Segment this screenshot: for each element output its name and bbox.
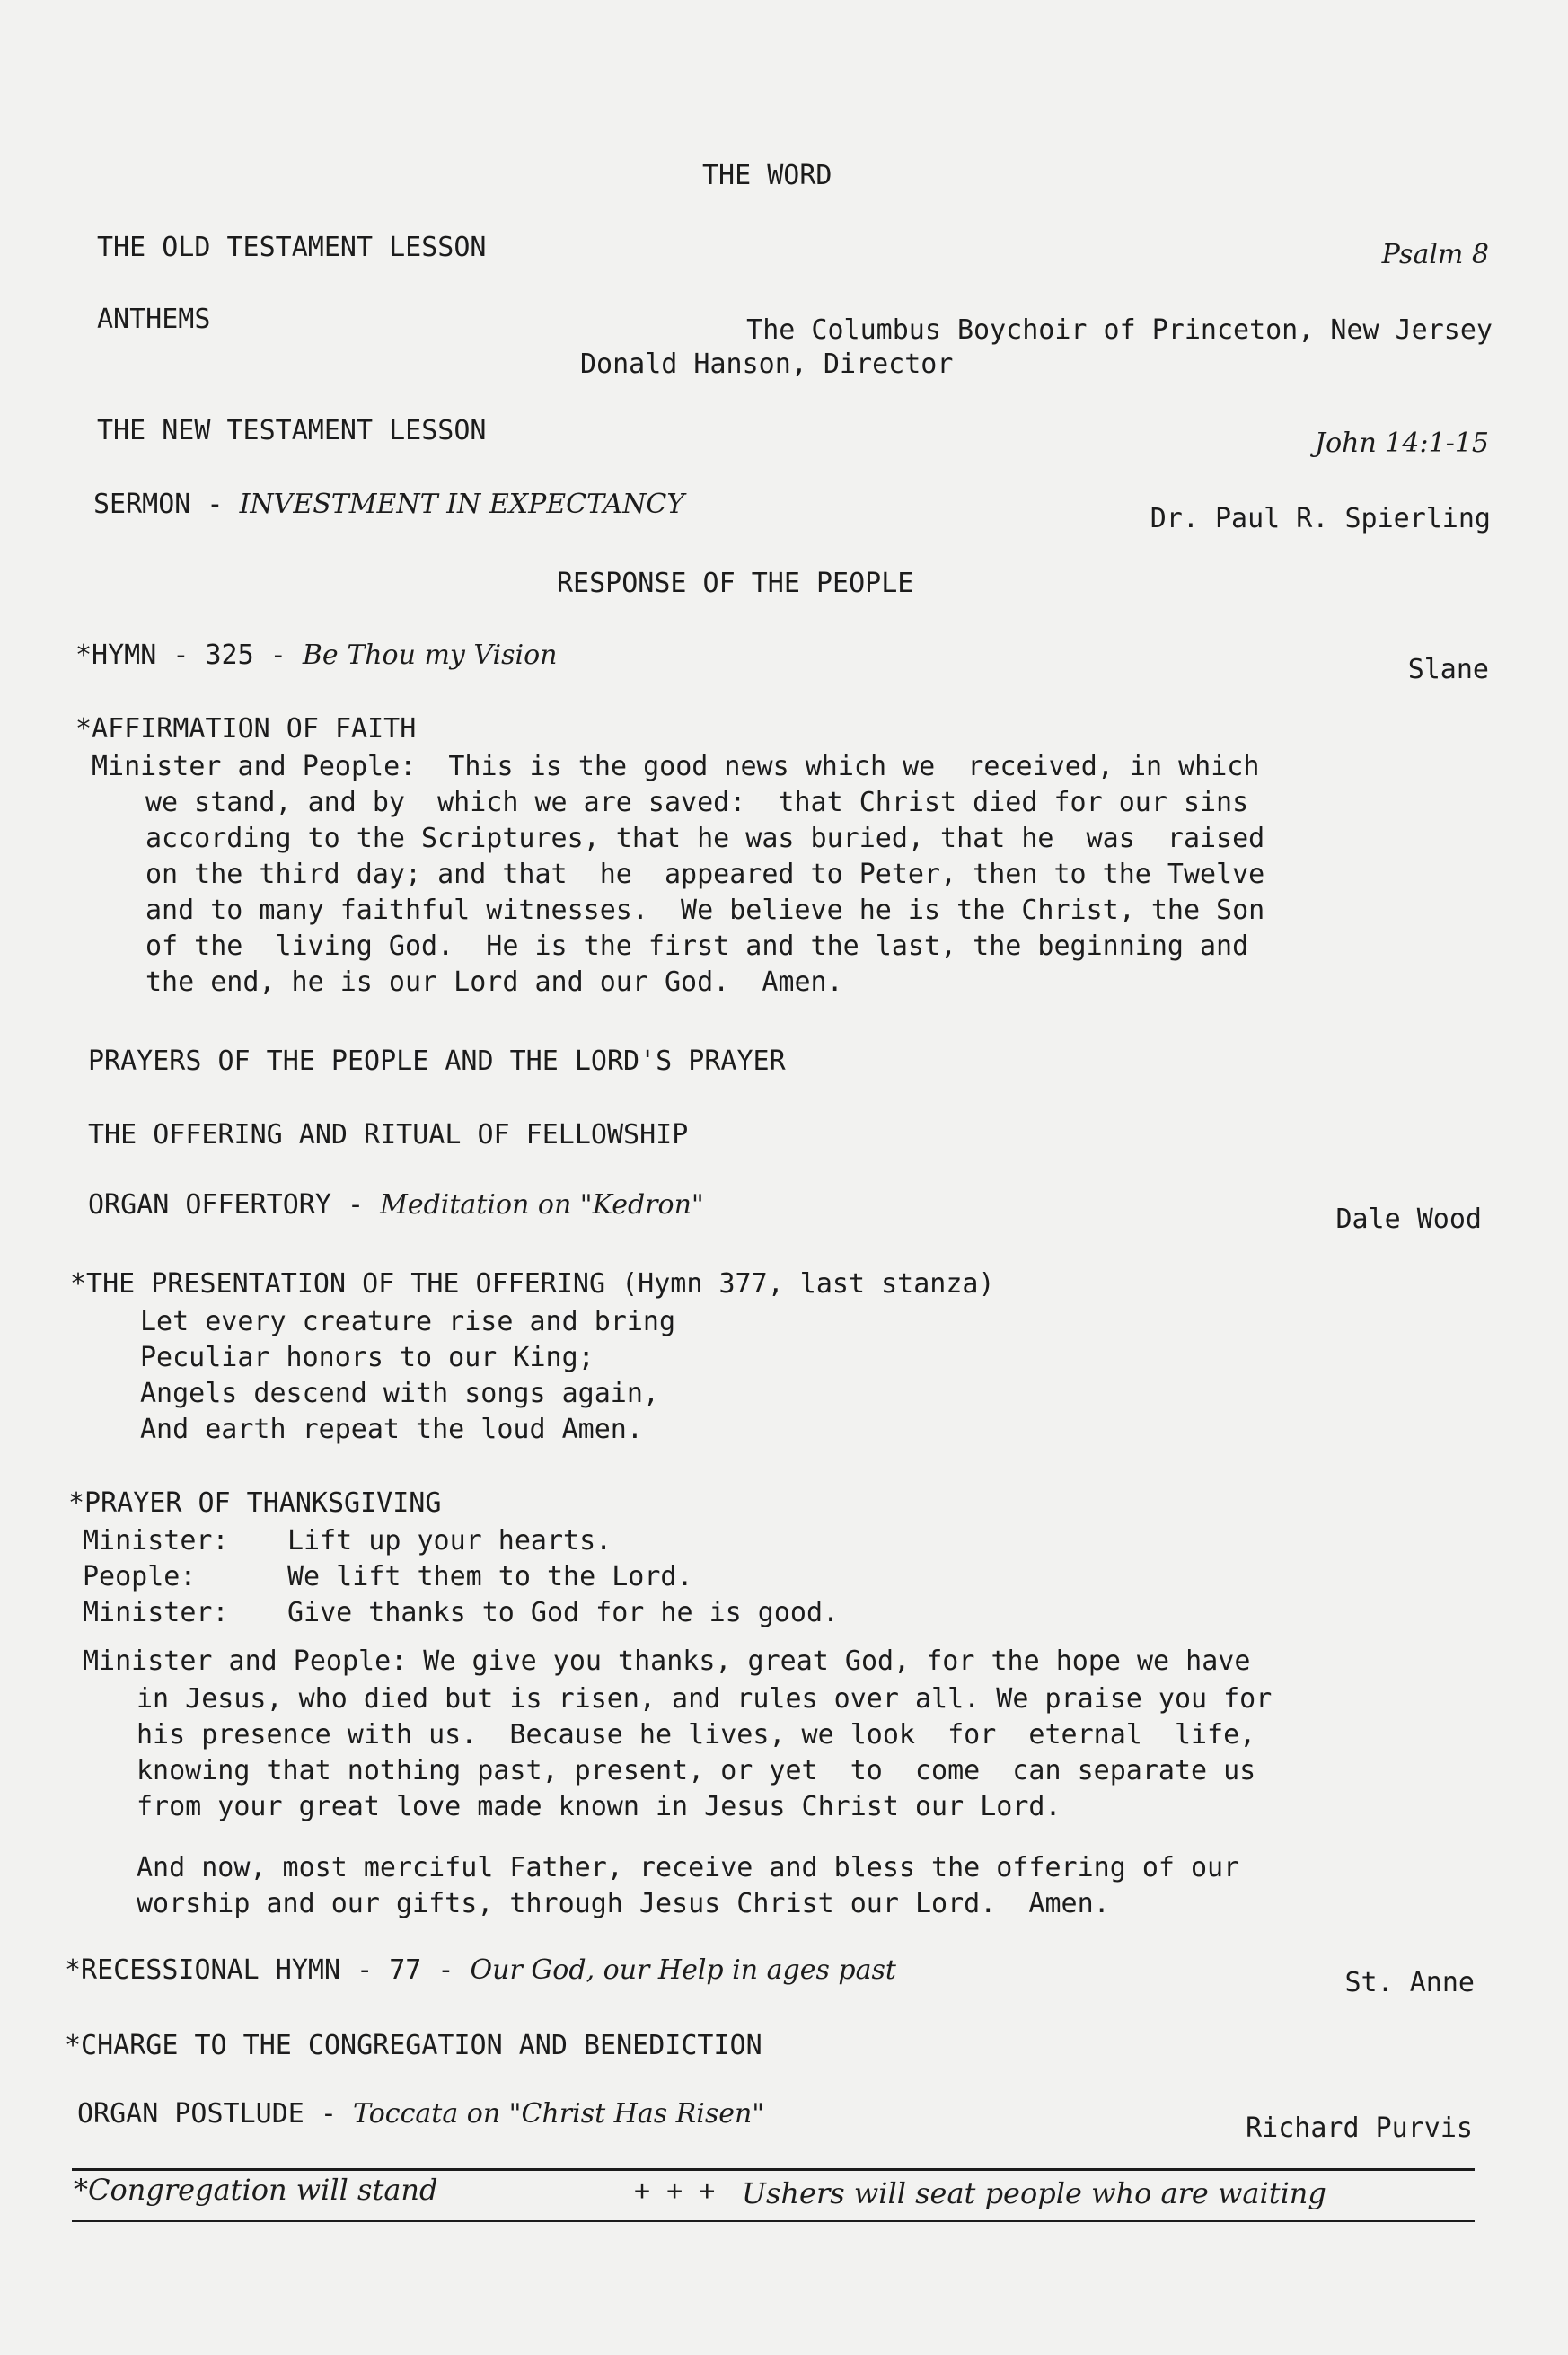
footer-stand-note: *Congregation will stand [74,2173,438,2207]
section-heading-word: THE WORD [702,160,832,191]
recessional-prefix: *RECESSIONAL HYMN - 77 - [65,1954,471,1986]
anthems-performer: The Columbus Boychoir of Princeton, New Jersey [746,314,1493,346]
litany-response: Lift up your hearts. [287,1525,612,1557]
postlude-composer: Richard Purvis [1246,2112,1473,2144]
offering-heading: THE OFFERING AND RITUAL OF FELLOWSHIP [88,1119,689,1151]
doxology-line: Angels descend with songs again, [140,1378,659,1409]
sermon-line [93,487,684,523]
thanksgiving-prayer-line: Minister and People: We give you thanks, great God, for the hope we have [83,1645,1251,1677]
anthems-label: ANTHEMS [97,304,211,335]
offertory-line [88,1187,704,1223]
litany-response: We lift them to the Lord. [287,1561,693,1592]
hymn-prefix: *HYMN - 325 - [75,639,303,671]
hymn-title: Be Thou my Vision [302,639,558,671]
old-testament-label: THE OLD TESTAMENT LESSON [97,232,487,263]
affirmation-line: the end, he is our Lord and our God. Amen. [145,966,843,998]
sermon-title: INVESTMENT IN EXPECTANCY [239,489,685,520]
hymn-tune: Slane [1407,654,1489,685]
sermon-prefix: SERMON - [93,489,240,520]
recessional-tune: St. Anne [1344,1967,1475,1998]
charge-benediction: *CHARGE TO THE CONGREGATION AND BENEDICTION [65,2030,762,2061]
thanksgiving-prayer-line: knowing that nothing past, present, or yet to come can separate us [137,1755,1256,1786]
litany-speaker: Minister: [83,1525,229,1557]
postlude-title: Toccata on "Christ Has Risen" [353,2098,765,2130]
section-heading-response: RESPONSE OF THE PEOPLE [557,568,914,599]
new-testament-label: THE NEW TESTAMENT LESSON [97,415,487,446]
litany-speaker: People: [83,1561,197,1592]
affirmation-line: and to many faithful witnesses. We believe he is the Christ, the Son [145,895,1265,926]
footer-bottom-rule [72,2220,1475,2222]
thanksgiving-prayer-line: from your great love made known in Jesus Christ our Lord. [137,1791,1061,1822]
thanksgiving-closing-line: And now, most merciful Father, receive and bless the offering of our [137,1852,1240,1883]
affirmation-line: we stand, and by which we are saved: that Christ died for our sins [145,787,1249,818]
litany-speaker: Minister: [83,1597,229,1628]
recessional-title: Our God, our Help in ages past [470,1954,896,1986]
hymn-line [75,638,558,674]
doxology-line: And earth repeat the loud Amen. [140,1414,643,1445]
affirmation-label: *AFFIRMATION OF FAITH [75,713,417,745]
recessional-line [65,1953,896,1989]
offertory-title: Meditation on "Kedron" [380,1189,704,1221]
doxology-line: Let every creature rise and bring [140,1306,676,1337]
old-testament-reference: Psalm 8 [1381,239,1489,270]
prayers-of-people: PRAYERS OF THE PEOPLE AND THE LORD'S PRAYER [88,1045,786,1077]
sermon-preacher: Dr. Paul R. Spierling [1150,503,1491,534]
affirmation-line: Minister and People: This is the good news which we received, in which [92,751,1260,782]
thanksgiving-label: *PRAYER OF THANKSGIVING [68,1487,442,1519]
footer-top-rule [72,2168,1475,2171]
offertory-prefix: ORGAN OFFERTORY - [88,1189,381,1221]
anthems-director: Donald Hanson, Director [580,348,954,380]
postlude-prefix: ORGAN POSTLUDE - [77,2098,354,2130]
thanksgiving-prayer-line: his presence with us. Because he lives, we look for eternal life, [137,1719,1256,1751]
footer-separator: + + + [634,2175,716,2207]
thanksgiving-closing-line: worship and our gifts, through Jesus Christ our Lord. Amen. [137,1888,1110,1919]
doxology-line: Peculiar honors to our King; [140,1342,595,1373]
postlude-line [77,2096,764,2132]
affirmation-line: according to the Scriptures, that he was buried, that he was raised [145,823,1265,854]
new-testament-reference: John 14:1-15 [1315,428,1489,459]
affirmation-line: of the living God. He is the first and the last, the beginning and [145,931,1249,962]
affirmation-line: on the third day; and that he appeared to Peter, then to the Twelve [145,859,1265,890]
footer-ushers-note: Ushers will seat people who are waiting [742,2176,1326,2210]
offertory-composer: Dale Wood [1335,1204,1482,1235]
litany-response: Give thanks to God for he is good. [287,1597,840,1628]
presentation-label: *THE PRESENTATION OF THE OFFERING (Hymn 377, last stanza) [70,1268,995,1300]
thanksgiving-prayer-line: in Jesus, who died but is risen, and rules over all. We praise you for [137,1683,1273,1715]
